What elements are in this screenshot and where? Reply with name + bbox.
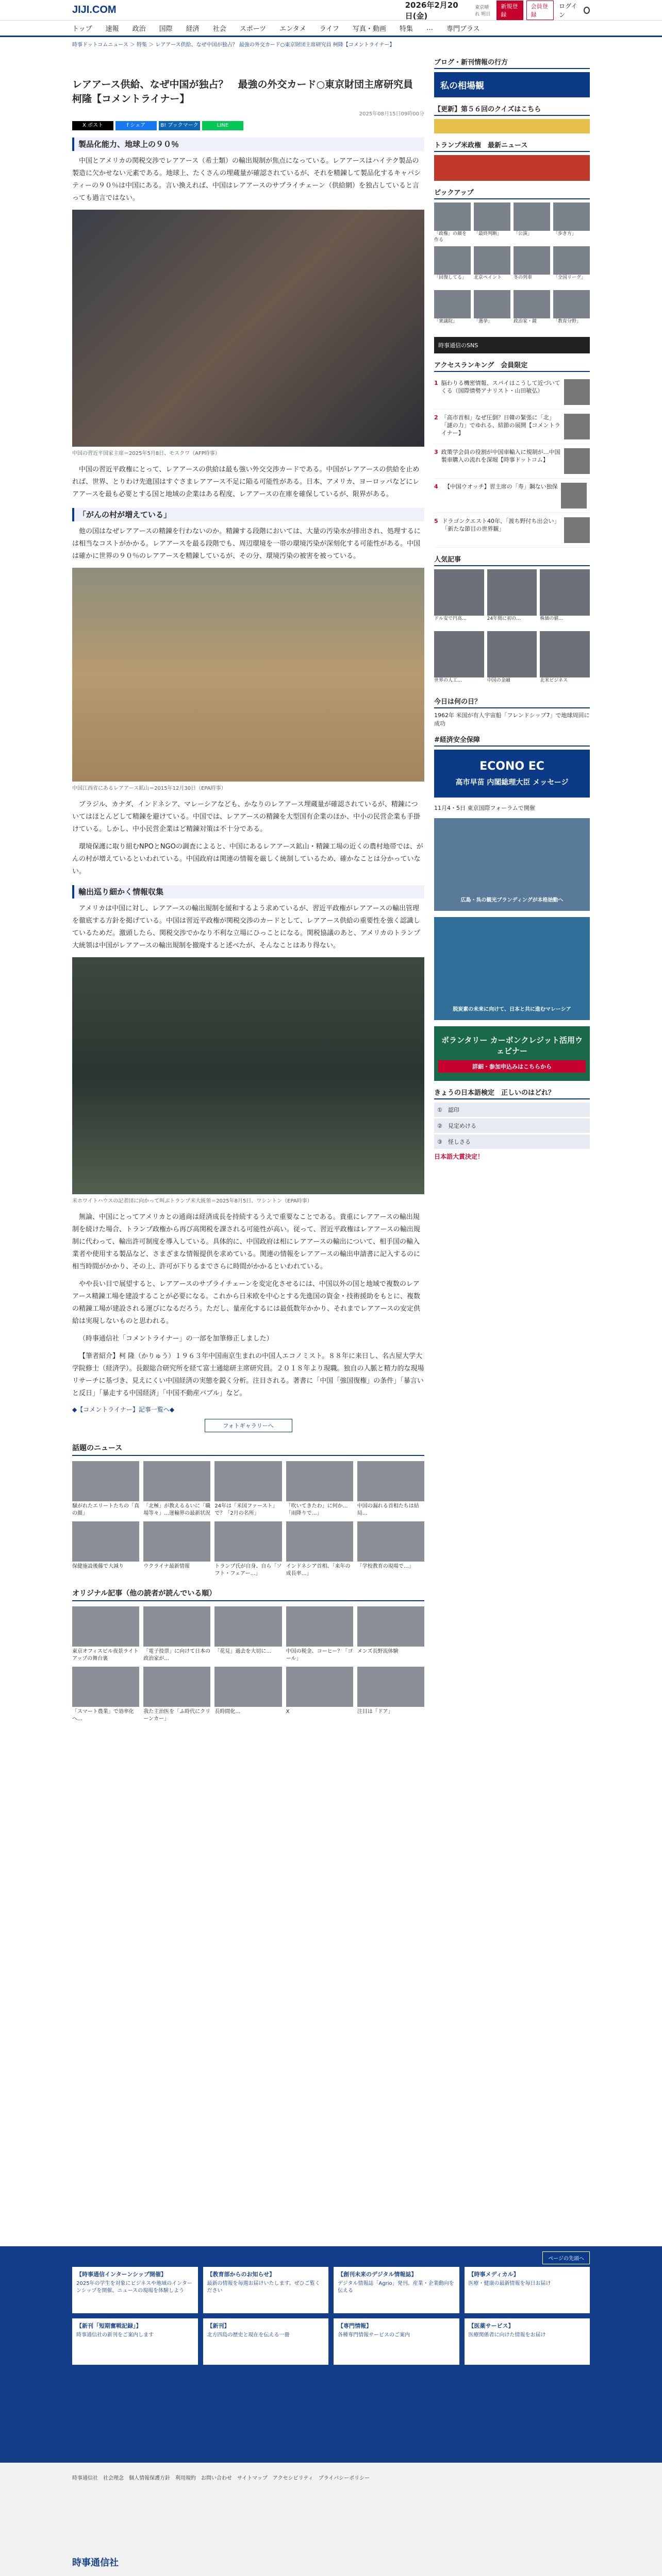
author-bio: 【筆者紹介】柯 隆（かりゅう）１９６３年中国南京生まれの中国人エコノミスト。８８年に来日し、名古屋大学大学院修士（経済学）。長銀総合研究所を経て富士通総研主席研究員。２０１８年より現職。独自の人脈と精力的な現場リサーチに基づき、見えにくい中国経済の実態を鋭く分析。注目される。著書に「中国「強国復権」の条件」「暴言いと反日」「暴走する中国経済」「中国不動産バブル」など。	[72, 1352, 424, 1397]
pickup-heading: ピックアップ	[434, 187, 590, 199]
photo-caption: 中国江西省にあるレアアース鉱山＝2015年12月30日（EPA時事）	[72, 786, 226, 791]
topic-card[interactable]: 24年は「米国ファースト」で？「2月の名所」	[214, 1461, 282, 1517]
service-card[interactable]: 【時事通信インターンシップ開催】 2025年の学生を対象にビジネスや地域のインターンシップを開催。ニュースの現場を体験しよう	[72, 2267, 198, 2313]
popular-card[interactable]: 中国の金融	[487, 631, 537, 690]
trump-photo[interactable]	[72, 957, 424, 1194]
sns-label: 時事通信のSNS	[438, 342, 478, 349]
service-card[interactable]: 【時事メディカル】 医療・健康の最新情報を毎日お届け	[465, 2267, 590, 2313]
nav-item[interactable]: …	[426, 24, 433, 32]
nav-item[interactable]: 専門ブラス	[446, 25, 480, 33]
nav-item[interactable]: 国際	[159, 25, 173, 33]
site-logo[interactable]: JIJI.COM	[72, 4, 117, 15]
related-list-link[interactable]: ◆【コメントライナー】記事一覧へ◆	[72, 1406, 175, 1413]
page-top-button[interactable]: ページの先頭へ	[542, 2251, 590, 2264]
original-card[interactable]: 我た主治医を「ふ時代にクリーンカー」	[143, 1667, 210, 1723]
nav-item[interactable]: 政治	[132, 25, 146, 33]
nav-item[interactable]: エンタメ	[279, 25, 306, 33]
paragraph: （時事通信社「コメントライナー」の一部を加筆修正しました）	[79, 1335, 273, 1343]
pickup-card[interactable]: 「教育分野」	[553, 290, 590, 331]
today-heading: 今日は何の日？	[434, 696, 590, 708]
pickup-card[interactable]: 「公演」	[514, 202, 550, 243]
sns-bar[interactable]	[434, 337, 590, 353]
section-heading: 「がんの村が増えている」	[72, 508, 424, 521]
carbon-credit-ad[interactable]: ボランタリー カーボンクレジット活用ウェビナー 詳細・参加申込みはこちらから	[434, 1026, 590, 1081]
pickup-card[interactable]: 「歩き方」	[553, 202, 590, 243]
footer-services	[0, 2246, 662, 2463]
ranking-heading: アクセスランキング 会員限定	[434, 360, 590, 372]
popular-card[interactable]: ドル安で円高…	[434, 569, 484, 628]
pickup-card[interactable]: 政治家・鏡	[514, 290, 550, 331]
section-heading: 輸出巡り細かく情報収集	[72, 885, 424, 899]
hiroshima-ad[interactable]: 広島・呉の観光ブランディングが本格始動へ	[434, 818, 590, 911]
main-nav	[0, 21, 662, 37]
ad-heading: #経済安全保障	[434, 734, 590, 747]
paragraph: 中国とアメリカの関税交渉でレアアース（希土類）の輸出規制が焦点になっている。レアアースはハイテク製品の製造に欠かせない元素である。地球上、たくさんの埋蔵量が確認されているが、それを精錬して製品化するキャパシティーの９０％は中国にある。言い換えれば、中国はレアアースのサプライチェーン（供給網）を独占していると言っても過言ではない。	[72, 157, 421, 202]
quiz-note[interactable]: 日本語大賞決定！	[434, 1153, 484, 1160]
service-card[interactable]: 【医薬サービス】 医療関係者に向けた情報をお届け	[465, 2318, 590, 2365]
paragraph: アメリカは中国に対し、レアアースの輸出規制を緩和するよう求めているが、習近平政権がレアアースの輸出管理を徹底する方針を掲げている。中国は習近平政権が関税交渉のカードとして、レアアース供給の重要性を強く認識しているためだ。激頭したら、関税交渉でかなり不利な立場にひっことになる。関税協議のあと、アメリカのトランプ大統領は中国がレアアースの輸出規制を撤廃すると述べたが、そんなことはあり得ない。	[72, 905, 421, 950]
topic-card[interactable]: 「学校教育の現場で…」	[357, 1521, 424, 1578]
topics-heading: 話題のニュース	[72, 1443, 424, 1456]
member-button[interactable]: 会員登録	[526, 1, 554, 20]
topic-card[interactable]: 保健施設後藤で大減り	[72, 1521, 139, 1578]
topic-card[interactable]: 「北極」が教えるるいに「職場等々」…運輸界の最新状況	[143, 1461, 210, 1517]
original-card[interactable]: 長時間化…	[214, 1667, 282, 1723]
article-title: レアアース供給、なぜ中国が独占？ 最強の外交カード○東京財団主席研究員 柯隆【コメントライナー】	[72, 79, 423, 105]
topic-card[interactable]: 「吹いてきたわ」に何か…「雨降りで…」	[286, 1461, 353, 1517]
share-facebook-button[interactable]: f シェア	[115, 121, 157, 130]
popular-card[interactable]: 北米ビジネス	[540, 631, 590, 690]
quiz-option[interactable]: ② 見定めける	[434, 1118, 590, 1133]
popular-card[interactable]: 24年間に初の…	[487, 569, 537, 628]
nav-item[interactable]: ライフ	[319, 25, 339, 33]
xi-jinping-photo[interactable]	[72, 210, 424, 447]
paragraph: 中国の習近平政権にとって、レアアースの供給は最も強い外交交渉カードである。中国がレアアースの供給を止めれば、世界、とりわけ先進国はすぐさまレアアース不足に陥る可能性がある。日本、アメリカ、ヨーロッパなどにレアアースを最も必要とする国と地域の企業はある程度、レアアースの在庫を確保しているが、限界がある。	[72, 466, 420, 498]
service-card[interactable]: 【新刊】 北方四島の歴史と現在を伝える一冊	[203, 2318, 329, 2365]
paragraph: 環境保護に取り組むNPOとNGOの調査によると、中国にあるレアアース鉱山・精錬工場の近くの農村地帯では、がんの村が増えているといわれている。中国政府は関連の情報を厳しく統制しているため、確かなことは分かっていない。	[72, 843, 423, 875]
service-card[interactable]: 【専門情報】 各種専門情報サービスのご案内	[334, 2318, 459, 2365]
pickup-card[interactable]: 冬の列車	[514, 246, 550, 287]
ranking-item[interactable]: 3 政策学会員の役割が中国車輸入に規制が…中国製車購入の流れを深堀【時事ドットコム】	[434, 444, 590, 479]
ranking-list	[434, 375, 590, 548]
article-main	[72, 77, 424, 1723]
original-card[interactable]: X	[286, 1667, 353, 1723]
pickup-card[interactable]: 「最終判断」	[474, 202, 510, 243]
original-card[interactable]: 東京オフィスビル夜景ライトアップの舞台裏	[72, 1606, 139, 1663]
topic-card[interactable]: トランプ氏が自身、自ら「ソフト・フェアー…」	[214, 1521, 282, 1578]
share-x-button[interactable]: X ポスト	[72, 121, 113, 130]
paragraph: やや長い目で展望すると、レアアースのサプライチェーンを変定化させるには、中国以外の国と地域で複数のレアアース精錬工場を建設することが必要になる。これから日米欧を中心とする先進国の資金・技術援助をもとに、複数の精錬工場が建設される運びになるだろう。ただし、量産化するには最低数年かかり、それまでレアアースの安定供給は実現しないものと思われる。	[72, 1280, 420, 1325]
trump-banner[interactable]	[434, 155, 590, 181]
nav-item[interactable]: トップ	[72, 25, 92, 33]
photo-caption: 中国の習近平国家主席＝2025年5月8日、モスクワ（AFP時事）	[72, 451, 220, 456]
topics-grid	[72, 1461, 424, 1578]
ranking-item[interactable]: 2 「高市首相」なぜ圧倒？日韓の緊張に「北」「謎の力」でゆれる、結節の展開【コメントライナー】	[434, 410, 590, 444]
quiz-option[interactable]: ① 認印	[434, 1103, 590, 1117]
nav-item[interactable]: 特集	[399, 25, 413, 33]
topic-card[interactable]: インドネシア首相、「来年の成長率…」	[286, 1521, 353, 1578]
popular-card[interactable]: 株価の値…	[540, 569, 590, 628]
original-card[interactable]: 中国の税金、コーヒー？「ゴール」	[286, 1606, 353, 1663]
share-bar	[72, 121, 424, 130]
footer-logo[interactable]: 時事通信社	[72, 2557, 119, 2568]
malaysia-ad[interactable]: 脱炭素の未来に向けて、日本と共に進むマレーシア	[434, 917, 590, 1020]
quiz-option[interactable]: ③ 怪しさる	[434, 1134, 590, 1149]
pickup-card[interactable]: 「回復してる」	[434, 246, 471, 287]
share-line-button[interactable]: LINE	[202, 121, 243, 130]
original-card[interactable]: 「電子投票」に向けて日本の政治家が…	[143, 1606, 210, 1663]
quiz-link[interactable]: 【更新】第５６回のクイズはこちら	[434, 104, 590, 116]
nav-item[interactable]: 速報	[105, 25, 119, 33]
popular-grid	[434, 569, 590, 690]
register-button[interactable]: 新規登録	[496, 1, 523, 20]
footer-links[interactable]: 時事通信社 社会理念 個人情報保護方針 利用規約 お問い合わせ サイトマップ アクセシビリティ プライバシーポリシー	[72, 2476, 370, 2481]
current-date: 2026年2月20日(金)	[405, 0, 458, 21]
ranking-item[interactable]: 5 ドラゴンクエスト40年、「渡ち野付ち出会い」「新たな節目の世界観」	[434, 513, 590, 548]
breadcrumb[interactable]: 時事ドットコムニュース ＞ 特集 ＞ レアアース供給、なぜ中国が独占？ 最強の外交カード○東京財団主席研究員 柯隆【コメントライナー】	[72, 42, 395, 48]
original-heading: オリジナル記事（他の読者が読んでいる順）	[72, 1588, 424, 1601]
original-grid	[72, 1606, 424, 1723]
quiz-heading: きょうの日本語検定 正しいのはどれ？	[434, 1087, 590, 1099]
topic-card[interactable]: 騒がれたエリートたちの「真の顔」	[72, 1461, 139, 1517]
footer	[0, 2463, 662, 2576]
publish-date: 2025年08月15日09時00分	[359, 111, 424, 117]
service-card[interactable]: 【創刊未来のデジタル情報誌】 デジタル情報誌「Agrio」発刊。産業・企業動向を伝える	[334, 2267, 459, 2313]
today-text[interactable]: 1962年 米国が有人宇宙船「フレンドシップ7」で地球周回に成功	[434, 712, 590, 727]
trump-heading: トランプ米政権 最新ニュース	[434, 140, 590, 152]
topic-card[interactable]: ウクライナ最新情報	[143, 1521, 210, 1578]
pickup-card[interactable]: 「衆議院」	[434, 290, 471, 331]
original-card[interactable]: 「花見」過去を大切に…	[214, 1606, 282, 1663]
pickup-card[interactable]: 「政権」の顔を作る	[434, 202, 471, 243]
paragraph: ブラジル、カナダ、インドネシア、マレーシアなども、かなりのレアアース埋蔵量が確認されているが、精錬についてはほとんどして精錬を避けている。中国では、レアアースの精錬を大型国有企業のほか、中小の民営企業も手掛けている。しかし、中小民営企業はど精錬対策は不十分である。	[72, 801, 420, 833]
ranking-item[interactable]: 4 【中国ウオッチ】習主席の「寿」鋼ない独保	[434, 479, 590, 513]
original-card[interactable]: 注目は「ドア」	[357, 1667, 424, 1723]
service-card[interactable]: 【教育部からのお知らせ】 最新の情報を毎週お届けいたします。ぜひご覧ください	[203, 2267, 329, 2313]
topic-card[interactable]: 中国の漏れる首相たちは結局…	[357, 1461, 424, 1517]
original-card[interactable]: メンズ長野流体験	[357, 1606, 424, 1663]
quiz-banner[interactable]	[434, 119, 590, 133]
service-card[interactable]: 【新刊「短期奮戦記録」】 時事通信社の新刊をご案内します	[72, 2318, 198, 2365]
weather-widget[interactable]: 東京晴れ 明日	[475, 5, 491, 17]
top-bar	[0, 0, 662, 21]
search-icon[interactable]	[584, 7, 590, 14]
popular-card[interactable]: 世界の人工…	[434, 631, 484, 690]
photo-gallery-button[interactable]: フォトギャラリーへ	[205, 1419, 292, 1432]
pickup-card[interactable]: 「全国リーグ」	[553, 246, 590, 287]
sidebar	[434, 57, 590, 1167]
econosec-ad[interactable]: ECONO EC 高市早苗 内閣総理大臣 メッセージ	[434, 750, 590, 798]
nav-item[interactable]: 写真・動画	[352, 25, 386, 33]
nav-item[interactable]: 社会	[212, 25, 226, 33]
blog-heading: ブログ・新刊情報の行方	[434, 57, 590, 69]
pickup-card[interactable]: 「選挙」	[474, 290, 510, 331]
paragraph: 無論、中国にとってアメリカとの通商は経済成長を持続するうえで重要なことである。貴重にレアアースの輸出規制を続けた場合、トランプ政権から再び高関税を課される可能性が高い。従って、習近平政権はレアアースの輸出規制に代わって、輸出許可制度を導入している。具体的に、中国政府は相にレアアースの輸出について、相手国の輸入業者や使用する製品など、さまざまな情報提供を求めている。関連の情報をレアアースの輸出申請書に記入するのに相当時間がかかり、その上、許可が下りるまでさらに時間がかかるといわれている。	[72, 1213, 420, 1270]
market-banner[interactable]: 私の相場観	[434, 72, 590, 97]
original-card[interactable]: 「スマート農業」で効率化へ…	[72, 1667, 139, 1723]
photo-caption: 米ホワイトハウスの記者団に向かって叫ぶトランプ米大統領＝2025年8月5日、ワシントン（EPA時事）	[72, 1198, 312, 1204]
rare-earth-mine-photo[interactable]	[72, 568, 424, 782]
event-date: 11月4・5日 東京国際フォーラムで開催	[434, 805, 535, 811]
ranking-item[interactable]: 1 脳わりる機密情報、スパイはこうして近づいてくる（国際情勢アナリスト・山田敏弘）	[434, 375, 590, 410]
share-hatena-button[interactable]: B! ブックマーク	[159, 121, 200, 130]
login-link[interactable]: ログイン	[558, 2, 577, 19]
nav-item[interactable]: スポーツ	[239, 25, 267, 33]
paragraph: 他の国はなぜレアアースの精錬を行わないのか。精錬する段階においては、大量の汚染水が排出され、処理するには相当なコストがかかる。レアアースを最る段階でも、周辺環境を一帯の環境汚染が深刻化する可能性がある。中国は確かに世界の９０％のレアアースを精錬しているが、その分、環境汚染の被害を被っている。	[72, 528, 421, 560]
nav-item[interactable]: 経済	[186, 25, 200, 33]
popular-heading: 人気記事	[434, 554, 590, 566]
pickup-grid	[434, 202, 590, 331]
section-heading: 製品化能力、地球上の９０％	[72, 138, 424, 151]
quiz-options	[434, 1103, 590, 1149]
pickup-card[interactable]: 北京ペイント	[474, 246, 510, 287]
